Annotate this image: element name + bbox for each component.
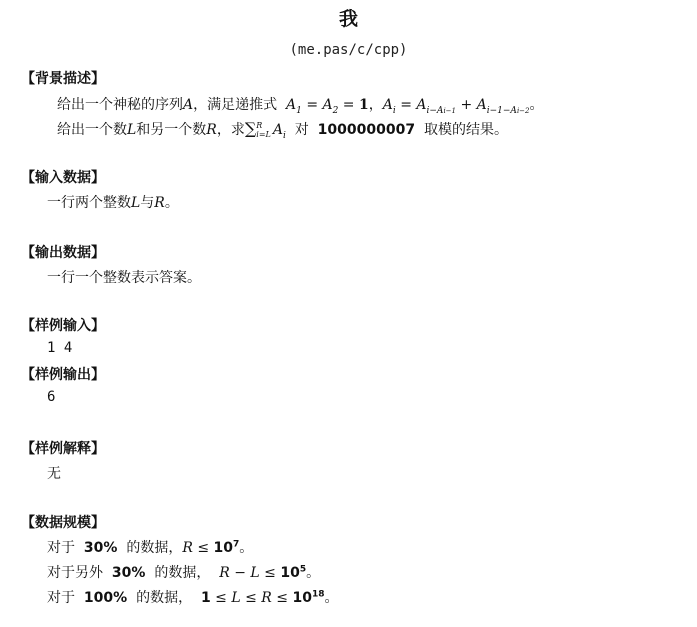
page-title: 我 [338, 8, 358, 30]
output-heading: 【输出数据】 [21, 245, 105, 261]
input-description: 一行两个整数L与R。 [47, 195, 179, 211]
constraint-1: 对于 30% 的数据，$R \le 10^7$。 [47, 539, 254, 556]
sample-output-heading: 【样例输出】 [21, 367, 105, 383]
background-line-2: 给出一个数L和另一个数R，求∑R i=L $A_i$ 对 1000000007 取模的结果。 [57, 119, 508, 141]
sample-explain-heading: 【样例解释】 [21, 441, 105, 457]
sum-symbol: ∑ [244, 119, 257, 138]
background-line-1: 给出一个神秘的序列A，满足递推式 $A_1 = A_2 = 1$，$A_i = A_{i-Ai-1} + A_{i-1-Ai-2}$。 [57, 97, 544, 116]
sample-input-heading: 【样例输入】 [21, 318, 105, 334]
recurrence-formula: $A_1 = A_2 = 1$，$A_i = A_{i-Ai-1} + A_{i-1-Ai-2}$ [281, 97, 530, 116]
constraint-3: 对于 100% 的数据， $1 \le L \le R \le 10^{18}$。 [47, 589, 339, 606]
input-heading: 【输入数据】 [21, 170, 105, 186]
sample-input-value: 1 4 [47, 340, 73, 356]
sample-explain-value: 无 [47, 466, 61, 482]
background-heading: 【背景描述】 [21, 71, 105, 87]
sample-output-value: 6 [47, 389, 56, 405]
constraints-heading: 【数据规模】 [21, 515, 105, 531]
file-names: (me.pas/c/cpp) [289, 42, 408, 58]
output-description: 一行一个整数表示答案。 [47, 270, 201, 286]
sum-limits: R i=L [256, 121, 271, 139]
constraint-2: 对于另外 30% 的数据， $R - L \le 10^5$。 [47, 564, 321, 581]
